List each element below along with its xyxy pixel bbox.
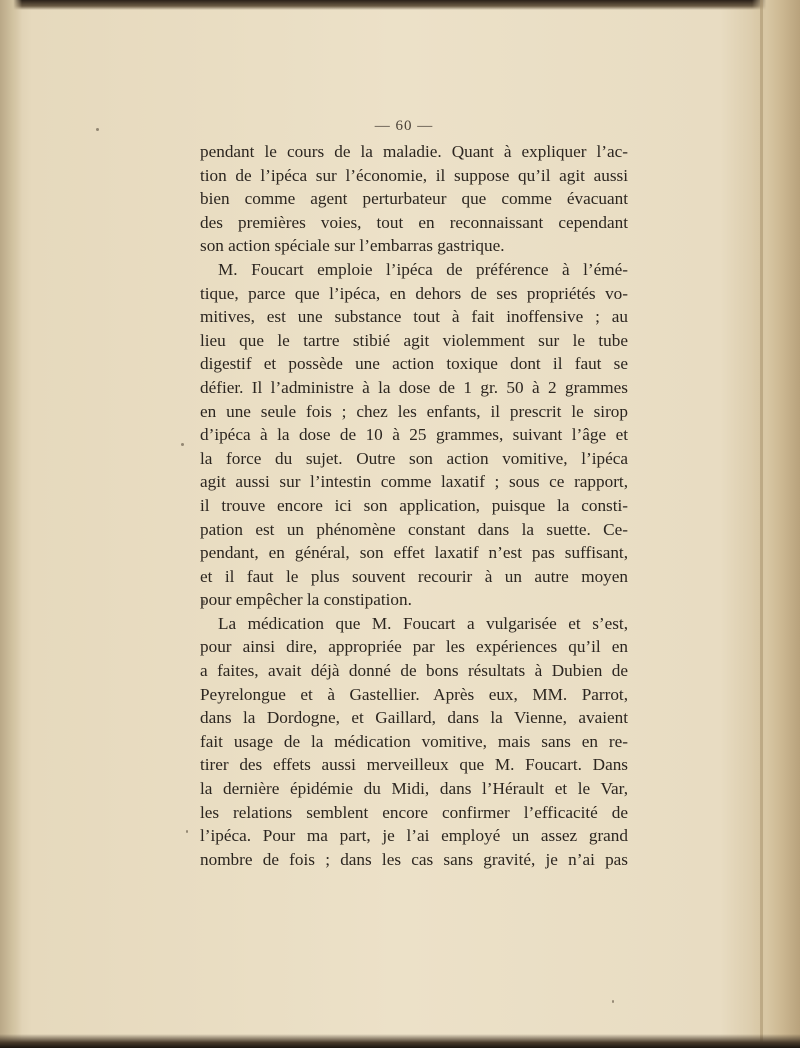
text-line: tique, parce que l’ipéca, en dehors de ses propriétés vo- (200, 283, 628, 303)
text-line: bien comme agent perturbateur que comme évacuant (200, 189, 628, 209)
paragraph (200, 258, 628, 612)
page-bottom-edge (0, 1034, 800, 1048)
text-line: l’ipéca. Pour ma part, je l’ai employé un assez grand (200, 826, 628, 846)
text-line: il trouve encore ici son application, puisque la consti- (200, 495, 628, 515)
text-line: d’ipéca à la dose de 10 à 25 grammes, suivant l’âge et (200, 425, 628, 445)
text-line: pendant, en général, son effet laxatif n’est pas suffisant, (200, 543, 628, 563)
text-line: tirer des effets aussi merveilleux que M. Foucart. Dans (200, 755, 628, 775)
text-line: lieu que le tartre stibié agit violemment sur le tube (200, 330, 628, 350)
text-line: son action spéciale sur l’embarras gastrique. (200, 236, 505, 256)
text-line: la force du sujet. Outre son action vomitive, l’ipéca (200, 448, 628, 468)
text-line: pour empêcher la constipation. (200, 590, 412, 610)
page-number: — 60 — (374, 118, 434, 134)
page-fold-line (760, 0, 763, 1048)
text-line: pendant le cours de la maladie. Quant à expliquer l’ac- (200, 142, 628, 161)
text-line: nombre de fois ; dans les cas sans gravité, je n’ai pas (200, 849, 628, 869)
text-line: pour ainsi dire, appropriée par les expériences qu’il en (200, 637, 628, 657)
text-line: en une seule fois ; chez les enfants, il prescrit le sirop (200, 401, 628, 421)
text-line: dans la Dordogne, et Gaillard, dans la Vienne, avaient (200, 708, 628, 728)
text-line: M. Foucart emploie l’ipéca de préférence à l’émé- (218, 259, 628, 279)
text-line: la dernière épidémie du Midi, dans l’Hérault et le Var, (200, 779, 628, 799)
text-line: des premières voies, tout en reconnaissant cependant (200, 212, 628, 232)
text-line: mitives, est une substance tout à fait inoffensive ; au (200, 307, 628, 327)
ink-speck (186, 830, 188, 833)
text-line: tion de l’ipéca sur l’économie, il suppose qu’il agit aussi (200, 165, 628, 185)
text-line: a faites, avait déjà donné de bons résultats à Dubien de (200, 661, 628, 681)
text-line: La médication que M. Foucart a vulgarisée et s’est, (218, 613, 628, 633)
ink-speck (181, 443, 184, 446)
body-text (200, 140, 628, 871)
text-line: Peyrelongue et à Gastellier. Après eux, MM. Parrot, (200, 684, 628, 704)
page-top-edge (0, 0, 800, 10)
text-line: pation est un phénomène constant dans la suette. Ce- (200, 519, 628, 539)
text-line: et il faut le plus souvent recourir à un autre moyen (200, 566, 628, 586)
text-line: les relations semblent encore confirmer l’efficacité de (200, 802, 628, 822)
page-left-edge (0, 0, 22, 1048)
text-line: digestif et possède une action toxique dont il faut se (200, 354, 628, 374)
text-line: fait usage de la médication vomitive, mais sans en re- (200, 731, 628, 751)
paragraph (200, 140, 628, 258)
ink-speck (612, 1000, 614, 1003)
text-line: défier. Il l’administre à la dose de 1 gr. 50 à 2 grammes (200, 377, 628, 397)
text-line: agit aussi sur l’intestin comme laxatif ; sous ce rapport, (200, 472, 628, 492)
paragraph (200, 612, 628, 872)
